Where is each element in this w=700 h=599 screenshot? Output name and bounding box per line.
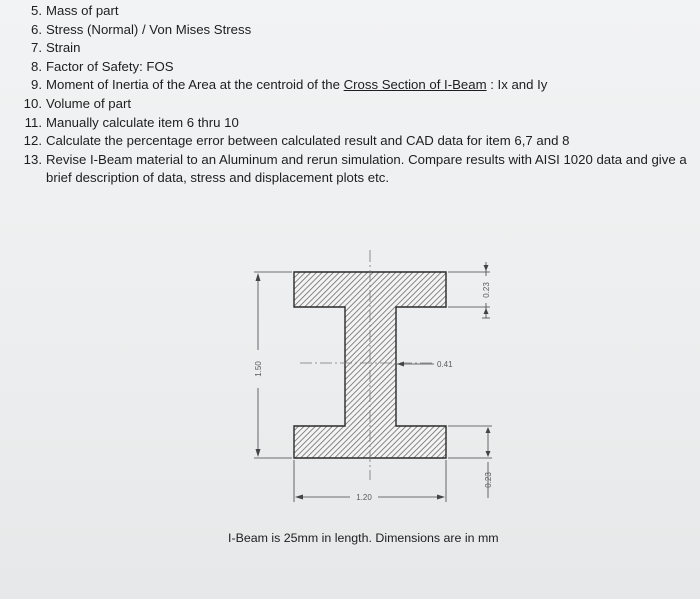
height-dimension-label: 1.50: [254, 361, 263, 377]
web-thickness-arrow: [397, 362, 404, 367]
width-dimension-label: 1.20: [356, 493, 372, 502]
top-flange-arrow: [484, 308, 489, 314]
bottom-flange-label: 0.23: [484, 472, 493, 488]
top-flange-label: 0.23: [482, 282, 491, 298]
list-item: 11. Manually calculate item 6 thru 10: [24, 114, 239, 130]
bottom-flange-arrow: [486, 427, 491, 433]
width-arrow-left: [295, 495, 303, 500]
list-item: 7. Strain: [31, 40, 81, 56]
height-arrow-top: [256, 273, 261, 281]
drawing-caption: I-Beam is 25mm in length. Dimensions are in mm: [228, 531, 499, 545]
height-arrow-bottom: [256, 449, 261, 457]
list-item: 10. Volume of part: [23, 95, 132, 111]
list-item: 5. Mass of part: [31, 3, 119, 18]
list-item: 6. Stress (Normal) / Von Mises Stress: [31, 21, 252, 37]
list-item: 13. Revise I-Beam material to an Aluminum and rerun simulation. Compare results with AISI 1020 data and give a brief description of data, stress and displacement plots etc.: [23, 151, 687, 186]
width-arrow-right: [437, 495, 445, 500]
list-item: 9. Moment of Inertia of the Area at the centroid of the Cross Section of I-Beam : Ix and Iy: [31, 77, 548, 93]
bottom-flange-arrow: [486, 451, 491, 457]
cross-section-link[interactable]: Cross Section of I-Beam: [343, 77, 487, 93]
top-flange-arrow: [484, 265, 489, 271]
list-item: 8. Factor of Safety: FOS: [31, 58, 174, 74]
list-item: 12. Calculate the percentage error between calculated result and CAD data for item 6,7 and 8: [23, 133, 570, 149]
web-thickness-label: 0.41: [437, 360, 453, 369]
